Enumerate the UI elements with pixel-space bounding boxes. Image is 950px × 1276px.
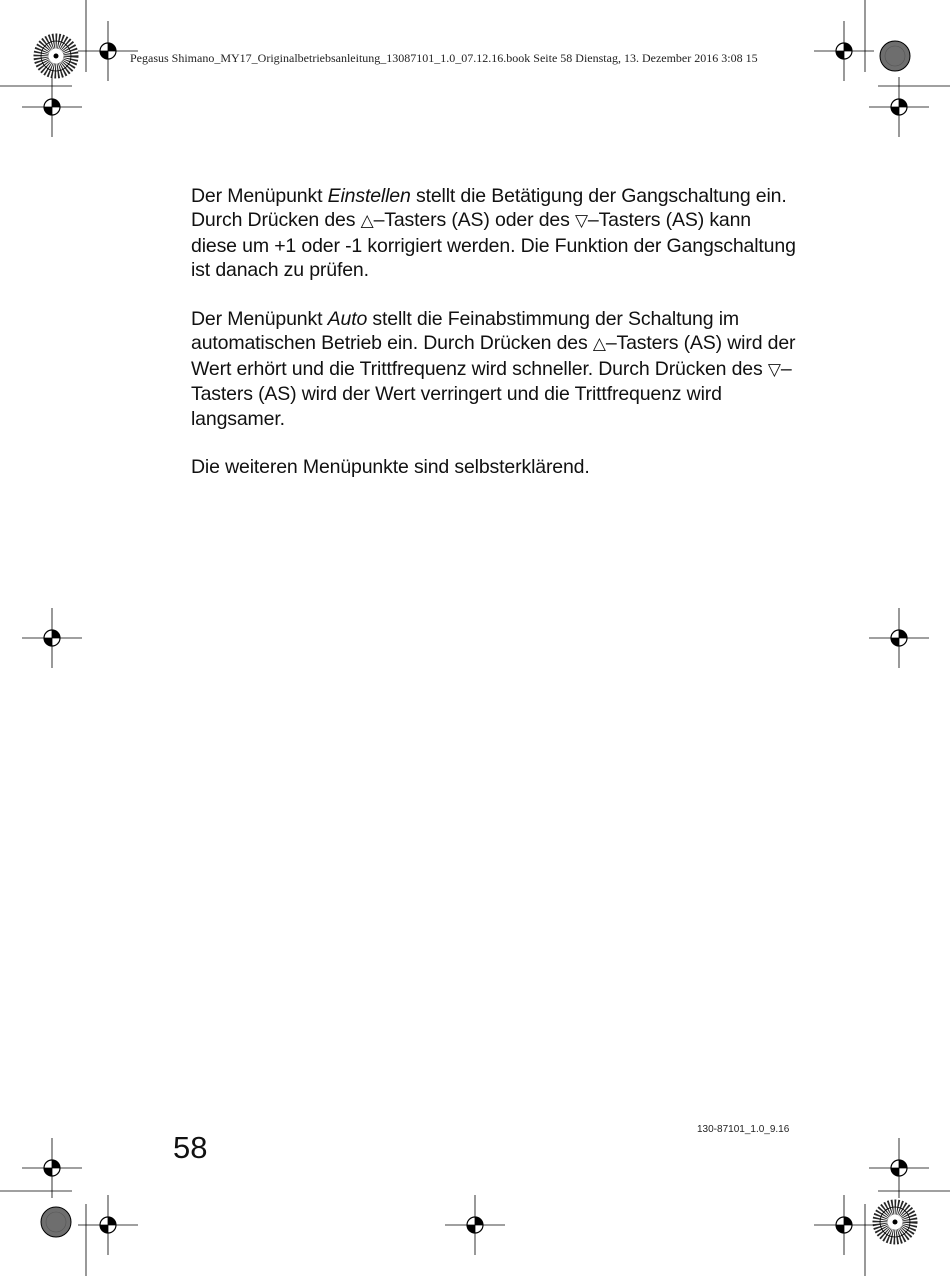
paragraph-einstellen: Der Menüpunkt Einstellen stellt die Betätigung der Gangschaltung ein. Durch Drücken des △–Tasters (AS) oder des ▽–Tasters (AS) kann diese um +1 oder -1 korrigiert werden. Die Funktion der Gangschaltung ist danach zu prüfen.: [191, 185, 796, 282]
document-code: 130-87101_1.0_9.16: [697, 1124, 790, 1135]
body-text: [191, 184, 801, 504]
print-header: Pegasus Shimano_MY17_Originalbetriebsanleitung_13087101_1.0_07.12.16.book Seite 58 Dienstag, 13. Dezember 2016 3:08 15: [130, 51, 758, 65]
menu-item-auto: Auto: [327, 308, 368, 331]
page-number: 58: [173, 1130, 208, 1165]
menu-item-einstellen: Einstellen: [327, 185, 411, 207]
triangle-down-icon: ▽: [574, 211, 588, 231]
triangle-up-icon: △: [592, 334, 606, 354]
paragraph-other-items: Die weiteren Menüpunkte sind selbsterklärend.: [191, 456, 590, 479]
paragraph-auto: Der Menüpunkt Auto stellt die Feinabstimmung der Schaltung im automatischen Betrieb ein. Durch Drücken des △–Tasters (AS) wird der Wert erhört und die Trittfrequenz wird schneller. Durch Drücken des ▽–Tasters (AS) wird der Wert verringert und die Trittfrequenz wird langsamer.: [191, 308, 796, 430]
triangle-up-icon: △: [360, 211, 374, 231]
triangle-down-icon: ▽: [767, 359, 781, 379]
